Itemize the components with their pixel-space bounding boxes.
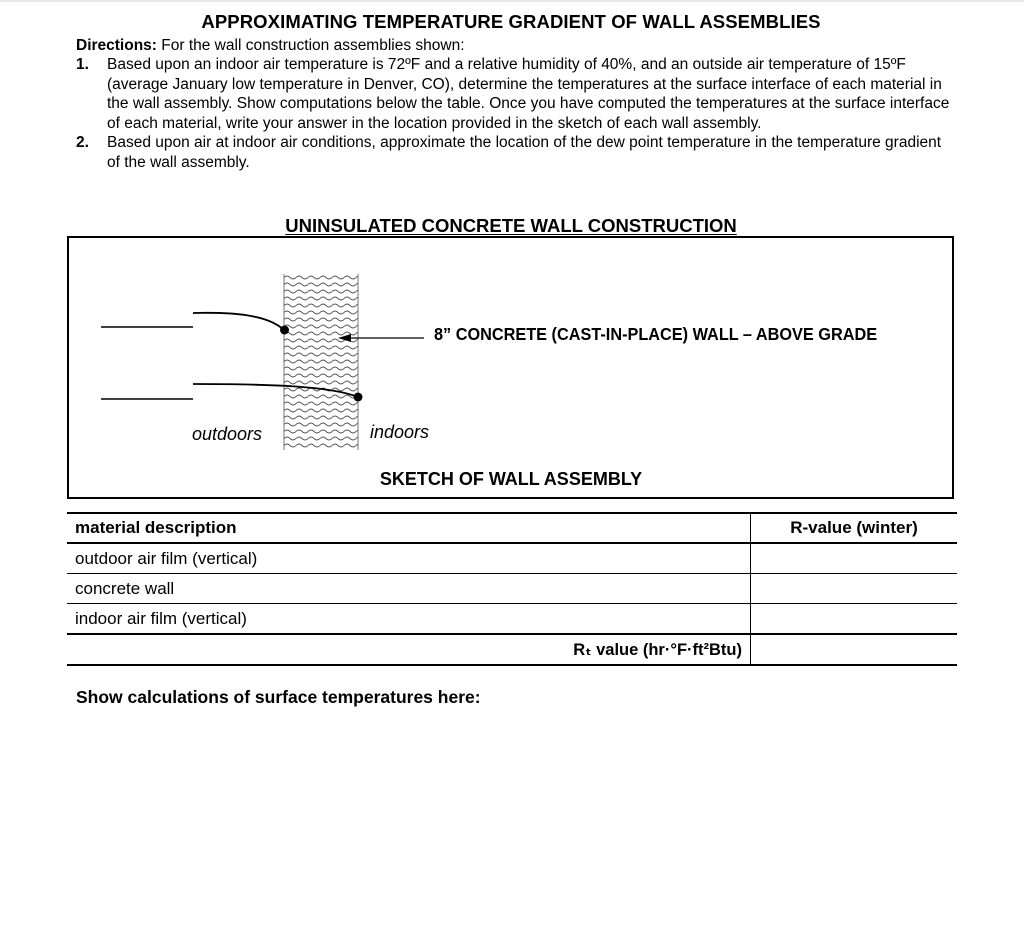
list-item-number: 1. [76, 56, 89, 73]
list-item-text: Based upon air at indoor air conditions, approximate the location of the dew point temperature in the temperature gradient of the wall assembly. [107, 134, 942, 171]
total-r-value-label: Rₜ value (hr·°F·ft²Btu) [67, 634, 751, 665]
sketch-caption: SKETCH OF WALL ASSEMBLY [379, 469, 643, 489]
r-value-table [67, 512, 957, 666]
section-title: UNINSULATED CONCRETE WALL CONSTRUCTION [285, 215, 737, 236]
directions-text: For the wall construction assemblies shown: [156, 37, 465, 54]
table-row [67, 604, 957, 635]
r-value-cell[interactable] [751, 604, 958, 635]
material-cell: indoor air film (vertical) [67, 604, 751, 635]
r-value-cell[interactable] [751, 543, 958, 574]
calculations-prompt: Show calculations of surface temperatures here: [76, 687, 481, 707]
list-item-text: Based upon an indoor air temperature is 72ºF and a relative humidity of 40%, and an outside air temperature of 15ºF (average January low temperature in Denver, CO), determine the temperatures at the surface interface of each material in the wall assembly. Show computations below the table. Once you have computed the temperatures at the surface interface of each material, write your answer in the location provided in the sketch of each wall assembly. [107, 56, 950, 132]
concrete-wall-hatch [284, 274, 358, 450]
table-header-row [67, 513, 957, 543]
outer-surface-point [280, 326, 289, 335]
wall-material-label: 8” CONCRETE (CAST-IN-PLACE) WALL – ABOVE GRADE [434, 324, 878, 344]
page-title: APPROXIMATING TEMPERATURE GRADIENT OF WALL ASSEMBLIES [201, 11, 821, 32]
outdoor-film-gradient-line [193, 313, 284, 330]
directions-label: Directions: [76, 37, 157, 54]
inner-surface-point [354, 393, 363, 402]
outdoors-label: outdoors [192, 424, 263, 444]
table-row [67, 574, 957, 604]
material-column-header: material description [67, 513, 751, 543]
list-item-number: 2. [76, 134, 89, 151]
indoors-label: indoors [370, 422, 430, 442]
r-value-cell[interactable] [751, 574, 958, 604]
r-value-column-header: R-value (winter) [751, 513, 958, 543]
material-cell: concrete wall [67, 574, 751, 604]
table-row [67, 543, 957, 574]
material-cell: outdoor air film (vertical) [67, 543, 751, 574]
total-r-value-cell[interactable] [751, 634, 958, 665]
total-row [67, 634, 957, 665]
